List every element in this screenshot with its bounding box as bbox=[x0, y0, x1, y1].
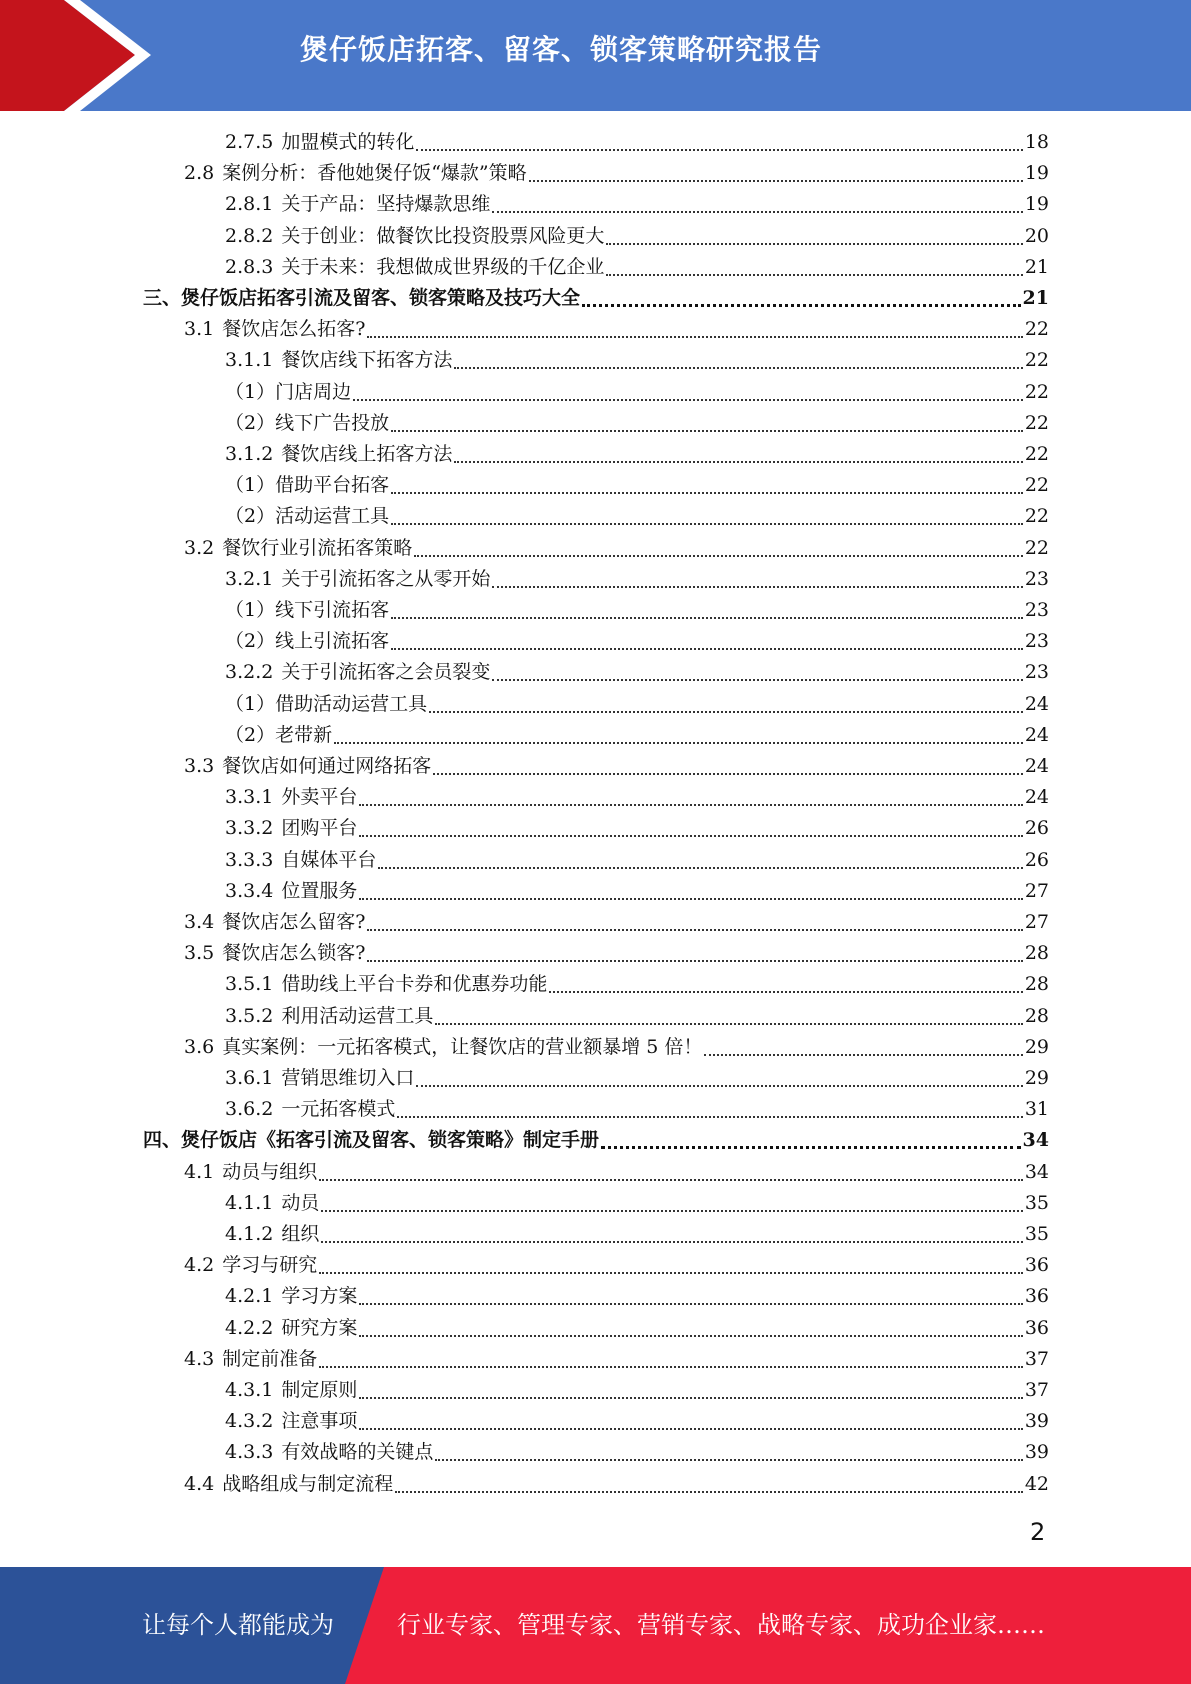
toc-entry-page: 29 bbox=[1024, 1035, 1049, 1058]
toc-entry-number: 3.5.2 bbox=[225, 1004, 274, 1027]
toc-entry-page: 21 bbox=[1022, 287, 1049, 309]
toc-entry-number: 3.6.2 bbox=[225, 1098, 274, 1121]
toc-entry-title: 利用活动运营工具 bbox=[281, 1004, 434, 1027]
toc-entry-page: 36 bbox=[1024, 1316, 1049, 1339]
toc-entry[interactable] bbox=[225, 1375, 1049, 1406]
toc-entry-number: 3.1 bbox=[184, 318, 215, 341]
toc-entry-page: 22 bbox=[1024, 474, 1049, 497]
toc-dot-leader bbox=[416, 1084, 1022, 1087]
toc-dot-leader bbox=[391, 616, 1023, 619]
toc-dot-leader bbox=[414, 554, 1023, 557]
toc-entry-page: 22 bbox=[1024, 318, 1049, 341]
toc-entry[interactable] bbox=[143, 1125, 1049, 1156]
toc-entry[interactable] bbox=[225, 657, 1049, 688]
toc-entry-title: 有效战略的关键点 bbox=[281, 1441, 434, 1464]
toc-dot-leader bbox=[435, 1022, 1022, 1025]
toc-dot-leader bbox=[367, 335, 1022, 338]
toc-entry-title: 外卖平台 bbox=[281, 786, 358, 809]
toc-entry-title: 制定前准备 bbox=[222, 1347, 318, 1370]
toc-entry-page: 24 bbox=[1024, 786, 1049, 809]
toc-entry[interactable] bbox=[184, 1157, 1049, 1188]
toc-entry-title: 注意事项 bbox=[281, 1410, 358, 1433]
toc-entry-title: 关于引流拓客之从零开始 bbox=[281, 567, 491, 590]
toc-entry-page: 22 bbox=[1024, 411, 1049, 434]
toc-entry-number: 2.8.3 bbox=[225, 255, 274, 278]
toc-dot-leader bbox=[391, 429, 1023, 432]
toc-entry-number: 3.1.2 bbox=[225, 443, 274, 465]
toc-dot-leader bbox=[319, 1365, 1023, 1368]
toc-entry[interactable] bbox=[225, 720, 1049, 751]
toc-entry-page: 26 bbox=[1024, 817, 1049, 840]
toc-entry-title: 餐饮店怎么留客? bbox=[222, 911, 366, 933]
toc-entry-number: 3.3.3 bbox=[225, 848, 274, 871]
toc-entry-title: 学习与研究 bbox=[222, 1254, 318, 1277]
toc-entry[interactable] bbox=[225, 470, 1049, 501]
toc-entry-number: 3.6 bbox=[184, 1035, 215, 1058]
toc-entry-title: 加盟模式的转化 bbox=[281, 131, 415, 153]
toc-entry[interactable] bbox=[184, 938, 1049, 969]
toc-entry[interactable] bbox=[225, 969, 1049, 1000]
toc-entry-page: 22 bbox=[1024, 505, 1049, 528]
toc-entry-page: 28 bbox=[1024, 973, 1049, 996]
toc-entry-page: 22 bbox=[1024, 443, 1049, 465]
toc-entry-title: 关于创业：做餐饮比投资股票风险更大 bbox=[281, 224, 605, 247]
toc-entry-title: 三、煲仔饭店拓客引流及留客、锁客策略及技巧大全 bbox=[143, 287, 581, 309]
toc-dot-leader bbox=[359, 1396, 1022, 1399]
toc-entry-title: 一元拓客模式 bbox=[281, 1098, 396, 1121]
toc-entry-number: 3.2.1 bbox=[225, 567, 274, 590]
toc-entry-title: 位置服务 bbox=[281, 879, 358, 902]
toc-entry-page: 37 bbox=[1024, 1379, 1049, 1401]
toc-dot-leader bbox=[433, 772, 1023, 775]
toc-dot-leader bbox=[454, 366, 1022, 369]
toc-entry-page: 36 bbox=[1024, 1254, 1049, 1277]
toc-entry-title: 餐饮店如何通过网络拓客 bbox=[222, 755, 432, 777]
footer-slogan-left: 让每个人都能成为 bbox=[142, 1611, 334, 1639]
toc-entry-title: 案例分析：香他她煲仔饭“爆款”策略 bbox=[222, 162, 527, 185]
toc-entry-title: 关于产品：坚持爆款思维 bbox=[281, 193, 491, 216]
toc-dot-leader bbox=[395, 1490, 1023, 1493]
toc-entry-page: 35 bbox=[1024, 1191, 1049, 1214]
toc-entry[interactable] bbox=[225, 221, 1049, 252]
toc-entry[interactable] bbox=[225, 408, 1049, 439]
toc-entry-number: 4.4 bbox=[184, 1472, 215, 1495]
toc-entry[interactable] bbox=[225, 1219, 1049, 1250]
toc-dot-leader bbox=[606, 242, 1022, 245]
toc-entry-title: 关于未来：我想做成世界级的千亿企业 bbox=[281, 255, 605, 278]
toc-dot-leader bbox=[359, 1427, 1022, 1430]
toc-dot-leader bbox=[416, 148, 1022, 151]
toc-entry-page: 35 bbox=[1024, 1223, 1049, 1245]
toc-entry-number: 4.3.3 bbox=[225, 1441, 274, 1464]
toc-dot-leader bbox=[359, 803, 1022, 806]
toc-entry-page: 39 bbox=[1024, 1410, 1049, 1433]
toc-entry[interactable] bbox=[225, 1281, 1049, 1312]
toc-entry-title: （2）活动运营工具 bbox=[225, 505, 390, 528]
toc-entry-title: 营销思维切入口 bbox=[281, 1067, 415, 1089]
page-header bbox=[0, 0, 1191, 111]
toc-entry-title: 餐饮店线下拓客方法 bbox=[281, 349, 453, 372]
toc-dot-leader bbox=[359, 834, 1022, 837]
toc-dot-leader bbox=[704, 1053, 1022, 1056]
toc-entry[interactable] bbox=[184, 314, 1049, 345]
toc-entry-title: 组织 bbox=[281, 1223, 320, 1245]
toc-dot-leader bbox=[359, 1334, 1022, 1337]
toc-entry[interactable] bbox=[225, 876, 1049, 907]
toc-entry[interactable] bbox=[184, 533, 1049, 564]
toc-dot-leader bbox=[359, 897, 1022, 900]
toc-dot-leader bbox=[601, 1145, 1021, 1149]
toc-entry-page: 23 bbox=[1024, 599, 1049, 621]
toc-entry-number: 3.2 bbox=[184, 536, 215, 559]
toc-entry-number: 3.3.4 bbox=[225, 879, 274, 902]
toc-entry-page: 28 bbox=[1024, 1004, 1049, 1027]
toc-entry-number: 4.1 bbox=[184, 1160, 215, 1183]
toc-entry[interactable] bbox=[225, 1437, 1049, 1468]
toc-entry-page: 24 bbox=[1024, 692, 1049, 715]
toc-dot-leader bbox=[435, 1458, 1022, 1461]
toc-entry-title: 自媒体平台 bbox=[281, 848, 377, 871]
toc-entry-page: 27 bbox=[1024, 879, 1049, 902]
toc-dot-leader bbox=[492, 678, 1022, 681]
toc-entry-page: 19 bbox=[1024, 162, 1049, 185]
toc-entry[interactable] bbox=[184, 158, 1049, 189]
toc-entry-number: 4.3 bbox=[184, 1347, 215, 1370]
toc-entry[interactable] bbox=[225, 1094, 1049, 1125]
toc-entry-number: 4.2.1 bbox=[225, 1285, 274, 1308]
toc-entry-title: 借助线上平台卡券和优惠券功能 bbox=[281, 973, 548, 996]
toc-entry[interactable] bbox=[225, 564, 1049, 595]
toc-dot-leader bbox=[353, 398, 1023, 401]
toc-entry[interactable] bbox=[184, 1344, 1049, 1375]
toc-entry-number: 2.8.2 bbox=[225, 224, 274, 247]
toc-dot-leader bbox=[391, 647, 1023, 650]
toc-entry-page: 18 bbox=[1024, 131, 1049, 153]
toc-entry[interactable] bbox=[184, 1250, 1049, 1281]
toc-entry-title: 动员 bbox=[281, 1191, 320, 1214]
toc-entry-page: 26 bbox=[1024, 848, 1049, 871]
toc-entry-page: 34 bbox=[1022, 1129, 1049, 1152]
toc-entry-number: 4.1.2 bbox=[225, 1223, 274, 1245]
toc-entry-title: 研究方案 bbox=[281, 1316, 358, 1339]
toc-entry[interactable] bbox=[225, 252, 1049, 283]
toc-entry-title: 餐饮店怎么锁客? bbox=[222, 942, 366, 965]
toc-entry-title: （1）借助活动运营工具 bbox=[225, 692, 428, 715]
toc-entry-page: 22 bbox=[1024, 536, 1049, 559]
toc-dot-leader bbox=[334, 741, 1023, 744]
toc-entry-page: 28 bbox=[1024, 942, 1049, 965]
toc-entry[interactable] bbox=[225, 501, 1049, 532]
toc-entry[interactable] bbox=[225, 377, 1049, 408]
toc-entry[interactable] bbox=[225, 782, 1049, 813]
toc-entry-page: 20 bbox=[1024, 224, 1049, 247]
toc-dot-leader bbox=[429, 710, 1023, 713]
toc-dot-leader bbox=[391, 522, 1023, 525]
toc-entry-page: 27 bbox=[1024, 911, 1049, 933]
toc-entry-number: 3.3.1 bbox=[225, 786, 274, 809]
toc-entry-page: 29 bbox=[1024, 1067, 1049, 1089]
toc-entry-number: 3.5.1 bbox=[225, 973, 274, 996]
toc-dot-leader bbox=[321, 1209, 1022, 1212]
toc-entry-title: 餐饮店怎么拓客? bbox=[222, 318, 366, 341]
toc-dot-leader bbox=[319, 1271, 1023, 1274]
toc-entry[interactable] bbox=[225, 595, 1049, 626]
toc-entry-title: 团购平台 bbox=[281, 817, 358, 840]
toc-entry[interactable] bbox=[225, 845, 1049, 876]
page-footer bbox=[0, 1567, 1191, 1684]
toc-entry-number: 3.3 bbox=[184, 755, 215, 777]
toc-entry-number: 3.2.2 bbox=[225, 661, 274, 684]
toc-entry-title: 学习方案 bbox=[281, 1285, 358, 1308]
toc-entry-title: （1）线下引流拓客 bbox=[225, 599, 390, 621]
toc-entry[interactable] bbox=[225, 1063, 1049, 1094]
toc-dot-leader bbox=[454, 460, 1022, 463]
toc-dot-leader bbox=[319, 1178, 1023, 1181]
toc-entry-title: 真实案例：一元拓客模式，让餐饮店的营业额暴增 5 倍！ bbox=[222, 1035, 703, 1058]
toc-entry-number: 3.3.2 bbox=[225, 817, 274, 840]
toc-entry-number: 4.2.2 bbox=[225, 1316, 274, 1339]
toc-entry-page: 22 bbox=[1024, 349, 1049, 372]
toc-entry-title: 制定原则 bbox=[281, 1379, 358, 1401]
toc-dot-leader bbox=[582, 303, 1021, 307]
toc-entry-number: 3.5 bbox=[184, 942, 215, 965]
toc-entry[interactable] bbox=[225, 813, 1049, 844]
toc-entry[interactable] bbox=[225, 689, 1049, 720]
toc-entry[interactable] bbox=[225, 626, 1049, 657]
toc-dot-leader bbox=[492, 210, 1022, 213]
toc-entry[interactable] bbox=[225, 439, 1049, 470]
toc-entry[interactable] bbox=[225, 127, 1049, 158]
toc-entry[interactable] bbox=[225, 1313, 1049, 1344]
toc-dot-leader bbox=[391, 491, 1023, 494]
toc-entry-title: 餐饮行业引流拓客策略 bbox=[222, 536, 413, 559]
toc-entry[interactable] bbox=[225, 1001, 1049, 1032]
toc-entry[interactable] bbox=[225, 189, 1049, 220]
toc-entry-page: 24 bbox=[1024, 755, 1049, 777]
toc-entry-page: 23 bbox=[1024, 630, 1049, 653]
toc-dot-leader bbox=[606, 273, 1022, 276]
toc-entry-page: 31 bbox=[1024, 1098, 1049, 1121]
toc-entry-title: （2）线下广告投放 bbox=[225, 411, 390, 434]
toc-entry-title: （2）老带新 bbox=[225, 723, 333, 746]
toc-entry-title: （1）借助平台拓客 bbox=[225, 474, 390, 497]
toc-entry-page: 39 bbox=[1024, 1441, 1049, 1464]
toc-entry-title: 战略组成与制定流程 bbox=[222, 1472, 394, 1495]
toc-dot-leader bbox=[549, 990, 1022, 993]
toc-entry-number: 2.8.1 bbox=[225, 193, 274, 216]
toc-entry-title: （2）线上引流拓客 bbox=[225, 630, 390, 653]
toc-entry-title: 四、煲仔饭店《拓客引流及留客、锁客策略》制定手册 bbox=[143, 1129, 600, 1152]
toc-entry[interactable] bbox=[225, 1188, 1049, 1219]
toc-entry[interactable] bbox=[184, 1032, 1049, 1063]
toc-dot-leader bbox=[378, 866, 1022, 869]
toc-entry[interactable] bbox=[184, 907, 1049, 938]
toc-entry-title: 餐饮店线上拓客方法 bbox=[281, 443, 453, 465]
toc-entry-page: 19 bbox=[1024, 193, 1049, 216]
toc-dot-leader bbox=[529, 179, 1023, 182]
report-title: 煲仔饭店拓客、留客、锁客策略研究报告 bbox=[300, 33, 823, 66]
toc-entry-page: 23 bbox=[1024, 661, 1049, 684]
toc-entry-number: 4.2 bbox=[184, 1254, 215, 1277]
toc-entry[interactable] bbox=[225, 345, 1049, 376]
toc-entry-number: 4.3.2 bbox=[225, 1410, 274, 1433]
toc-entry-title: 动员与组织 bbox=[222, 1160, 318, 1183]
toc-entry-title: （1）门店周边 bbox=[225, 380, 352, 403]
page-number: 2 bbox=[1030, 1518, 1046, 1546]
toc-entry-number: 2.7.5 bbox=[225, 131, 274, 153]
toc-dot-leader bbox=[321, 1240, 1022, 1243]
toc-entry-page: 24 bbox=[1024, 723, 1049, 746]
toc-entry[interactable] bbox=[184, 751, 1049, 782]
footer-slogan-right: 行业专家、管理专家、营销专家、战略专家、成功企业家…… bbox=[397, 1611, 1045, 1639]
toc-entry-page: 23 bbox=[1024, 567, 1049, 590]
toc-entry-number: 3.1.1 bbox=[225, 349, 274, 372]
toc-entry-number: 2.8 bbox=[184, 162, 215, 185]
toc-entry-page: 37 bbox=[1024, 1347, 1049, 1370]
toc-dot-leader bbox=[492, 585, 1022, 588]
toc-entry[interactable] bbox=[225, 1406, 1049, 1437]
toc-entry-title: 关于引流拓客之会员裂变 bbox=[281, 661, 491, 684]
toc-entry-page: 22 bbox=[1024, 380, 1049, 403]
toc-entry-number: 3.4 bbox=[184, 911, 215, 933]
toc-entry-number: 3.6.1 bbox=[225, 1067, 274, 1089]
toc-dot-leader bbox=[367, 959, 1022, 962]
toc-dot-leader bbox=[359, 1302, 1022, 1305]
toc-entry-page: 34 bbox=[1024, 1160, 1049, 1183]
toc-entry-page: 36 bbox=[1024, 1285, 1049, 1308]
toc-dot-leader bbox=[367, 928, 1022, 931]
toc-entry-page: 21 bbox=[1024, 255, 1049, 278]
toc-dot-leader bbox=[397, 1115, 1022, 1118]
toc-entry-number: 4.3.1 bbox=[225, 1379, 274, 1401]
toc-entry[interactable] bbox=[184, 1469, 1049, 1500]
toc-entry-number: 4.1.1 bbox=[225, 1191, 274, 1214]
toc-entry-page: 42 bbox=[1024, 1472, 1049, 1495]
toc-entry[interactable] bbox=[143, 283, 1049, 314]
